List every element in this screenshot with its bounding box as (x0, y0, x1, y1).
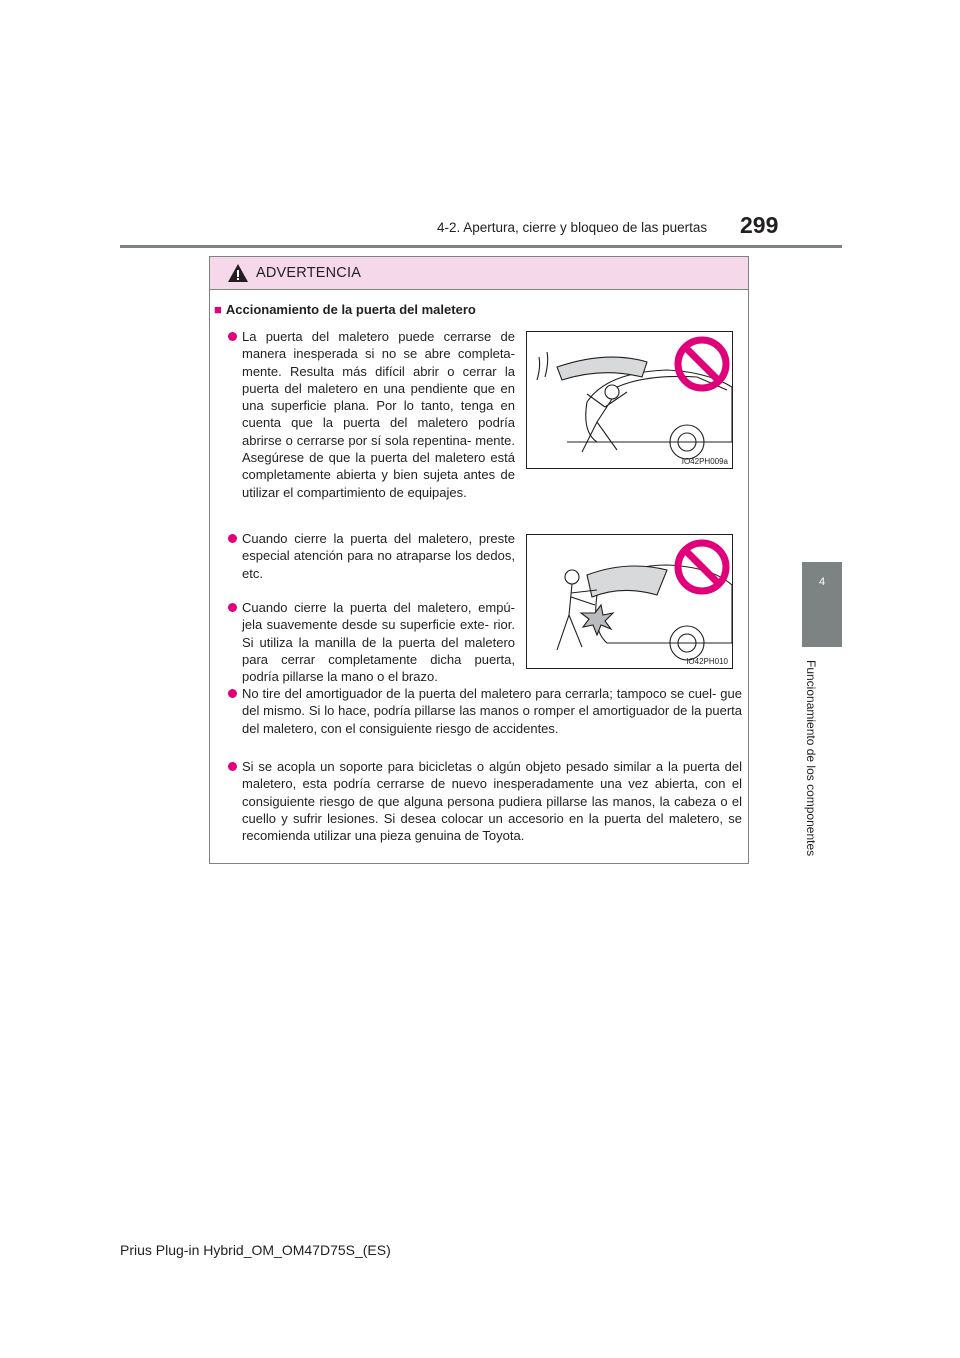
bullet-dot-icon (228, 762, 237, 771)
chapter-number: 4 (818, 576, 826, 588)
warning-bullet: Cuando cierre la puerta del maletero, empú- jela suavemente desde su superficie exte- rior. Si utiliza la manilla de la puerta del maletero para cerrar completamente dicha puerta, podría pillarse la mano o el brazo. (242, 599, 515, 685)
warning-bullet: Cuando cierre la puerta del maletero, preste especial atención para no atraparse los dedos, etc. (242, 530, 515, 582)
figure-code: IO42PH010 (686, 657, 728, 666)
page-number: 299 (740, 212, 779, 238)
chapter-title: Funcionamiento de los componentes (804, 660, 818, 857)
warning-title: ADVERTENCIA (256, 265, 362, 281)
figure-trunk-closing (526, 534, 733, 669)
section-heading: ■ Accionamiento de la puerta del maletero (214, 302, 476, 317)
warning-bullet: Si se acopla un soporte para bicicletas o algún objeto pesado similar a la puerta del maletero, esta podría cerrarse de nuevo inesperadamente una vez abierta, con el consiguiente riesgo de que alguna persona pudiera pillarse las manos, la cabeza o el cuello y sufrir lesiones. Si desea colocar un accesorio en la puerta del maletero, se recomienda utilizar una pieza genuina de Toyota. (242, 758, 742, 844)
section-title: 4-2. Apertura, cierre y bloqueo de las puertas (437, 220, 708, 235)
figure-code: IO42PH009a (681, 457, 728, 466)
warning-bullet: La puerta del maletero puede cerrarse de manera inesperada si no se abre completa- mente. Resulta más difícil abrir o cerrar la puerta del maletero en una pendiente que en una superficie plana. Por lo tanto, tenga en cuenta que la puerta del maletero podría abrirse o cerrarse por sí sola repentina- mente. Asegúrese de que la puerta del maletero está completamente abierta y bien sujeta antes de utilizar el compartimiento de equipajes. (242, 328, 515, 501)
bullet-dot-icon (228, 603, 237, 612)
header-divider (120, 245, 842, 248)
bullet-dot-icon (228, 689, 237, 698)
warning-header (210, 257, 748, 290)
footer-document-id: Prius Plug-in Hybrid_OM_OM47D75S_(ES) (120, 1242, 391, 1258)
bullet-dot-icon (228, 332, 237, 341)
prohibited-icon (678, 340, 726, 388)
square-bullet-icon: ■ (214, 302, 222, 317)
chapter-tab (802, 562, 842, 647)
bullet-dot-icon (228, 534, 237, 543)
warning-box (209, 256, 749, 864)
figure-trunk-open (526, 331, 733, 469)
warning-bullet: No tire del amortiguador de la puerta del maletero para cerrarla; tampoco se cuel- gue del mismo. Si lo hace, podría pillarse las manos o romper el amortiguador de la puerta del maletero, con el consiguiente riesgo de accidentes. (242, 685, 742, 737)
warning-triangle-icon (227, 263, 249, 283)
